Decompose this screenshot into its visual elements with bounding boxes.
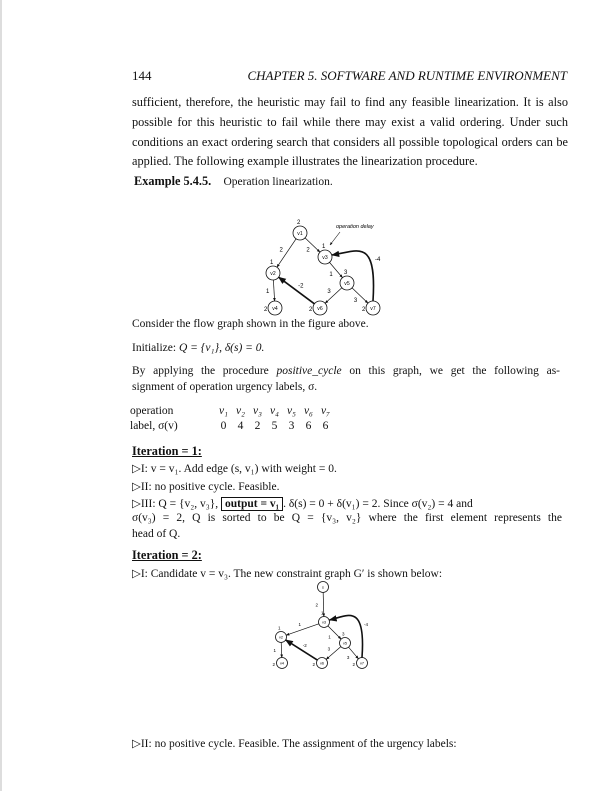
cell: 2 bbox=[254, 420, 261, 432]
edge-arrow bbox=[327, 615, 363, 657]
text: ▷III: Q = {v₂, v₃}, bbox=[132, 498, 222, 510]
iteration-1-step-3-line-2: σ(v₃) = 2, Q is sorted to be Q = {v₃, v₂} where the first element represents the bbox=[132, 512, 562, 524]
paragraph-line: possible for this heuristic to fail while there may exist a valid ordering. Under such bbox=[132, 115, 568, 129]
edge-weight: 1 bbox=[298, 621, 302, 627]
paragraph-line: sufficient, therefore, the heuristic may fail to find any feasible linearization. It is also bbox=[132, 95, 568, 109]
edge-weight: 2 bbox=[279, 247, 283, 254]
node-delay: 3 bbox=[344, 270, 348, 276]
node-delay: 2 bbox=[312, 662, 316, 667]
cell: v₅ bbox=[286, 405, 297, 417]
consider-text: Consider the flow graph shown in the figure above. bbox=[132, 318, 369, 330]
edge-weight: 1 bbox=[266, 288, 270, 295]
node-label: v6 bbox=[317, 306, 323, 313]
cell: 6 bbox=[322, 420, 329, 432]
text: . δ(s) = 0 + δ(v₁) = 2. Since σ(v₂) = 4 and bbox=[283, 498, 473, 510]
node-delay: 2 bbox=[309, 307, 313, 313]
node-label: v7 bbox=[359, 661, 365, 666]
text: By applying the procedure bbox=[132, 365, 277, 377]
output-box: output = v₁ bbox=[221, 497, 283, 511]
cell: 4 bbox=[237, 420, 244, 432]
edge-weight: -4 bbox=[364, 622, 369, 627]
cell: v₂ bbox=[235, 405, 246, 417]
edge-arrow bbox=[281, 642, 282, 657]
text: on this graph, we get the following as- bbox=[341, 365, 561, 377]
edge-weight: 1 bbox=[329, 271, 333, 278]
edge-weight: -4 bbox=[375, 257, 381, 263]
node-label: v2 bbox=[278, 635, 284, 640]
node-label: v5 bbox=[344, 281, 350, 288]
example-title: Operation linearization. bbox=[223, 176, 333, 188]
node-delay: 2 bbox=[362, 307, 366, 313]
node-delay: 2 bbox=[352, 662, 356, 667]
cell: v₃ bbox=[252, 405, 263, 417]
node-label: s bbox=[322, 585, 324, 590]
paragraph-line: conditions an exact ordering search that considers all possible topological orders can be bbox=[132, 135, 568, 149]
node-label: v7 bbox=[370, 306, 376, 313]
node-label: v3 bbox=[321, 620, 327, 625]
edge-weight: 1 bbox=[328, 634, 331, 640]
cell: v₄ bbox=[269, 405, 280, 417]
node-delay: 3 bbox=[342, 631, 345, 637]
iteration-1-step-3-line-3: head of Q. bbox=[132, 528, 181, 540]
node-delay: 1 bbox=[321, 610, 324, 616]
initialize-math: Q = {v₁}, δ(s) = 0. bbox=[178, 342, 265, 354]
running-header: CHAPTER 5. SOFTWARE AND RUNTIME ENVIRONMENT bbox=[247, 68, 567, 83]
cell: 6 bbox=[305, 420, 312, 432]
edge-arrow bbox=[286, 640, 318, 660]
cell: 3 bbox=[288, 420, 295, 432]
node-delay: 2 bbox=[272, 662, 276, 667]
node-label: v4 bbox=[272, 306, 278, 313]
example-label: Example 5.4.5. bbox=[134, 174, 212, 188]
edge-weight: -2 bbox=[298, 283, 304, 290]
node-delay: 1 bbox=[278, 625, 281, 631]
edge-arrow bbox=[346, 647, 359, 660]
edge-weight: 2 bbox=[315, 602, 319, 608]
operation-delay-annotation: operation delay bbox=[336, 224, 374, 230]
initialize-label: Initialize: bbox=[132, 342, 179, 354]
node-label: v6 bbox=[319, 661, 325, 666]
node-label: v3 bbox=[322, 255, 328, 262]
edge-arrow bbox=[286, 621, 319, 635]
edge-weight: 3 bbox=[353, 297, 358, 304]
row-label: operation bbox=[130, 405, 174, 417]
node-delay: 1 bbox=[270, 260, 274, 266]
edge-weight: 2 bbox=[306, 247, 310, 254]
iteration-2-heading: Iteration = 2: bbox=[132, 548, 202, 562]
node-label: v5 bbox=[342, 641, 348, 646]
iteration-1-step-2: ▷II: no positive cycle. Feasible. bbox=[132, 481, 280, 493]
cell: v₇ bbox=[320, 405, 331, 417]
cell: v₁ bbox=[218, 405, 229, 417]
node-label: v2 bbox=[270, 271, 276, 278]
node-delay: 2 bbox=[264, 307, 268, 313]
iteration-1-heading: Iteration = 1: bbox=[132, 444, 202, 458]
apply-line-2: signment of operation urgency labels, σ. bbox=[132, 381, 318, 393]
row-label: label, σ(v) bbox=[130, 420, 178, 432]
edge-weight: 3 bbox=[327, 646, 331, 652]
iteration-1-step-1: ▷I: v = v₁. Add edge (s, v₁) with weight = 0. bbox=[132, 463, 337, 475]
edge-weight: 3 bbox=[327, 289, 331, 296]
cell: v₆ bbox=[303, 405, 314, 417]
cell: 5 bbox=[271, 420, 278, 432]
node-delay: 1 bbox=[322, 244, 326, 250]
iteration-2-step-2: ▷II: no positive cycle. Feasible. The assignment of the urgency labels: bbox=[132, 738, 457, 750]
node-label: v4 bbox=[279, 661, 285, 666]
node-label: v1 bbox=[297, 231, 303, 238]
edge-weight: 1 bbox=[273, 648, 277, 654]
edge-weight: -2 bbox=[302, 642, 307, 648]
procedure-name: positive_cycle bbox=[276, 365, 342, 377]
node-delay: 2 bbox=[297, 220, 301, 226]
iteration-2-step-1: ▷I: Candidate v = v₃. The new constraint graph G′ is shown below: bbox=[132, 568, 443, 580]
edge-weight: 3 bbox=[346, 654, 350, 660]
page-number: 144 bbox=[132, 68, 152, 83]
cell: 0 bbox=[220, 420, 227, 432]
paragraph-line: applied. The following example illustrates the linearization procedure. bbox=[132, 154, 478, 168]
